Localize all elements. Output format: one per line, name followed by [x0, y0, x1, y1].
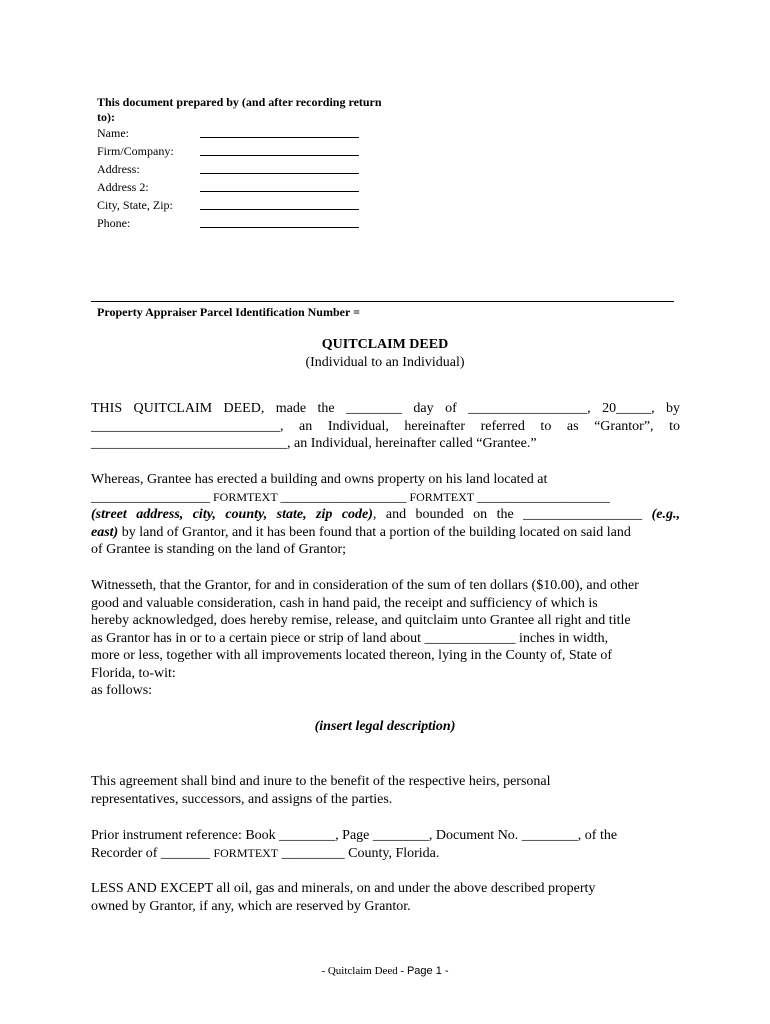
- prepared-by-heading: This document prepared by (and after recording return to):: [97, 95, 382, 124]
- document-subtitle: (Individual to an Individual): [305, 355, 465, 370]
- prior-recorder-text: Recorder of _______: [91, 845, 214, 861]
- intro-line-3: ____________________________, an Individual, hereinafter called “Grantee.”: [91, 436, 537, 451]
- prior-line-2: [91, 845, 680, 863]
- prior-county-text: _________ County, Florida.: [278, 845, 440, 861]
- witnesseth-line-7: as follows:: [91, 683, 153, 698]
- document-title: QUITCLAIM DEED: [321, 337, 449, 352]
- formtext-field-2[interactable]: FORMTEXT: [406, 489, 477, 504]
- intro-line-2: ___________________________, an Individual, hereinafter referred to as “Grantor”, to: [91, 418, 680, 434]
- address2-blank[interactable]: [200, 191, 359, 192]
- formtext-field-1[interactable]: FORMTEXT: [210, 489, 281, 504]
- whereas-line-3: [91, 506, 680, 524]
- footer-doc-name: - Quitclaim Deed -: [321, 965, 407, 977]
- footer-page-number: Page 1 -: [406, 965, 449, 977]
- whereas-blank-1[interactable]: _________________: [91, 489, 210, 505]
- whereas-line-5: of Grantee is standing on the land of Grantor;: [91, 542, 347, 557]
- parcel-id-label: Property Appraiser Parcel Identification Number =: [97, 305, 360, 319]
- whereas-paragraph: [91, 471, 680, 559]
- address2-label: Address 2:: [97, 180, 149, 194]
- name-label: Name:: [97, 126, 129, 140]
- city-blank[interactable]: [200, 209, 359, 210]
- bounded-text: , and bounded on the _________________: [372, 507, 652, 522]
- witnesseth-line-4: as Grantor has in or to a certain piece or strip of land about _____________ inches in width,: [91, 630, 609, 646]
- address-label: Address:: [97, 162, 140, 176]
- address-hint: (street address, city, county, state, zip code): [91, 507, 373, 522]
- address-blank[interactable]: [200, 173, 359, 174]
- whereas-blank-3[interactable]: ___________________: [476, 489, 610, 505]
- whereas-rest: by land of Grantor, and it has been found that a portion of the building located on said land: [118, 524, 631, 540]
- less-line-2: owned by Grantor, if any, which are reserved by Grantor.: [91, 898, 411, 914]
- witnesseth-line-1: Witnesseth, that the Grantor, for and in consideration of the sum of ten dollars ($10.00), and other: [91, 578, 639, 593]
- witnesseth-line-3: hereby acknowledged, does hereby remise, release, and quitclaim unto Grantee all right and title: [91, 613, 631, 628]
- whereas-line-4: [91, 524, 680, 542]
- less-except-paragraph: [91, 880, 680, 915]
- prior-line-1: Prior instrument reference: Book ________, Page ________, Document No. ________, of the: [91, 828, 618, 843]
- eg-hint: (e.g.,: [651, 507, 681, 522]
- phone-blank[interactable]: [200, 227, 359, 228]
- witnesseth-line-5: more or less, together with all improvements located thereon, lying in the County of, State of: [91, 648, 612, 663]
- agreement-line-2: representatives, successors, and assigns of the parties.: [91, 791, 393, 807]
- whereas-blank-2[interactable]: __________________: [280, 489, 407, 505]
- city-label: City, State, Zip:: [97, 198, 173, 212]
- whereas-line-1: Whereas, Grantee has erected a building and owns property on his land located at: [91, 472, 548, 487]
- less-line-1: LESS AND EXCEPT all oil, gas and minerals, on and under the above described property: [91, 881, 596, 896]
- witnesseth-line-2: good and valuable consideration, cash in hand paid, the receipt and sufficiency of which is: [91, 595, 598, 611]
- page-footer: [0, 965, 770, 977]
- legal-description-placeholder: (insert legal description): [314, 719, 456, 734]
- formtext-field-3[interactable]: FORMTEXT: [213, 845, 279, 860]
- firm-blank[interactable]: [200, 155, 359, 156]
- east-hint: east): [91, 524, 119, 540]
- firm-label: Firm/Company:: [97, 144, 174, 158]
- intro-line-1: THIS QUITCLAIM DEED, made the ________ day of _________________, 20_____, by: [91, 401, 680, 416]
- intro-paragraph: [91, 400, 680, 453]
- witnesseth-line-6: Florida, to-wit:: [91, 665, 176, 681]
- agreement-paragraph: [91, 773, 680, 808]
- prior-instrument-paragraph: [91, 827, 680, 862]
- horizontal-rule: [91, 301, 674, 302]
- phone-label: Phone:: [97, 216, 131, 230]
- name-blank[interactable]: [200, 137, 359, 138]
- agreement-line-1: This agreement shall bind and inure to the benefit of the respective heirs, personal: [91, 774, 551, 789]
- whereas-blanks-line: [91, 489, 680, 507]
- witnesseth-paragraph: [91, 577, 680, 700]
